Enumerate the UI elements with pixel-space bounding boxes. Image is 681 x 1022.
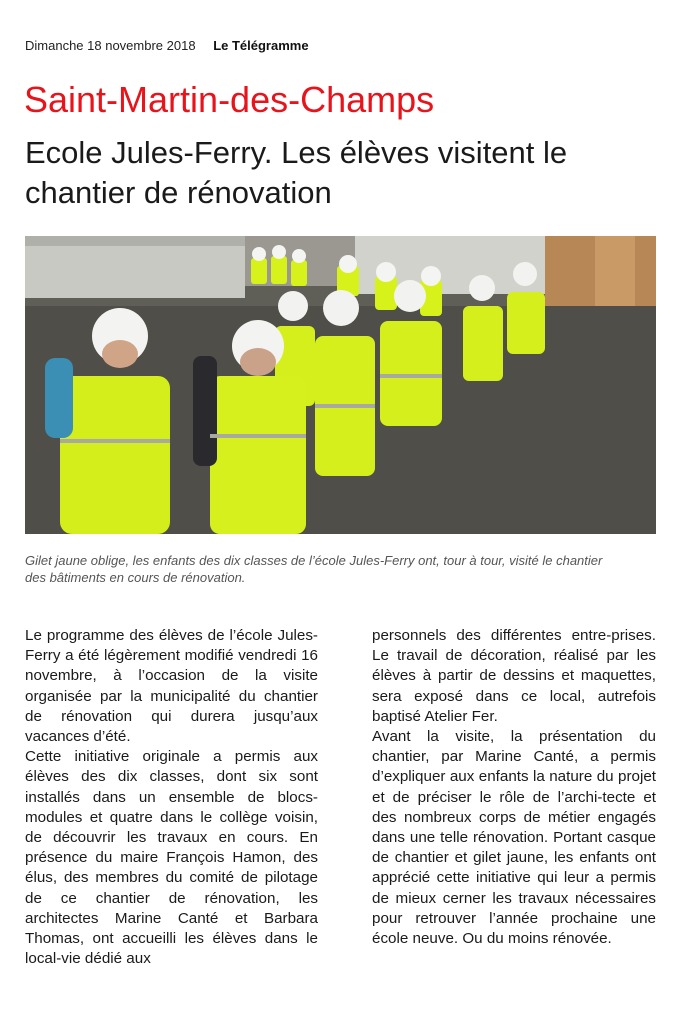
article-column-left — [25, 626, 318, 969]
children-visit-photo — [25, 236, 656, 534]
dateline — [25, 38, 309, 53]
paragraph: Le programme des élèves de l’école Jules-Ferry a été légèrement modifié vendredi 16 novembre, à l’occasion de la visite organisée par la municipalité du chantier de rénovation qui durera jusqu’aux vacances d’été. — [25, 627, 318, 746]
paragraph: Cette initiative originale a permis aux élèves des dix classes, dont six sont installés dans un ensemble de blocs-modules et quatre dans le collège voisin, de découvrir les travaux en cours. En présence du maire François Hamon, des élus, des membres du comité de pilotage de ce chantier de rénovation, les architectes Marine Canté et Barbara Thomas, ont accueilli les élèves dans le local-vie dédié aux — [25, 748, 318, 968]
section-town: Saint-Martin-des-Champs — [24, 79, 435, 120]
article-headline: Ecole Jules-Ferry. Les élèves visitent le chantier de rénovation — [25, 135, 568, 210]
photo-caption: Gilet jaune oblige, les enfants des dix classes de l’école Jules-Ferry ont, tour à tour, visité le chantier des bâtiments en cours de rénovation. — [25, 553, 603, 585]
paragraph: Avant la visite, la présentation du chantier, par Marine Canté, a permis d’expliquer aux enfants la nature du projet et de préciser le rôle de l’archi-tecte et des nombreux corps de métier engagés dans une telle rénovation. Portant casque de chantier et gilet jaune, les enfants ont apprécié cette initiative qui leur a permis de mieux cerner les travaux nécessaires pour retrouver l’année prochaine une école neuve. Ou du moins rénovée. — [372, 728, 656, 948]
article-photo — [25, 236, 656, 534]
publication-date: Dimanche 18 novembre 2018 — [25, 38, 196, 53]
article-column-right — [372, 626, 656, 949]
newspaper-name: Le Télégramme — [213, 38, 309, 53]
paragraph: personnels des différentes entre-prises. Le travail de décoration, réalisé par les élèves à partir de dessins et maquettes, sera exposé dans ce local, autrefois baptisé Atelier Fer. — [372, 627, 656, 725]
